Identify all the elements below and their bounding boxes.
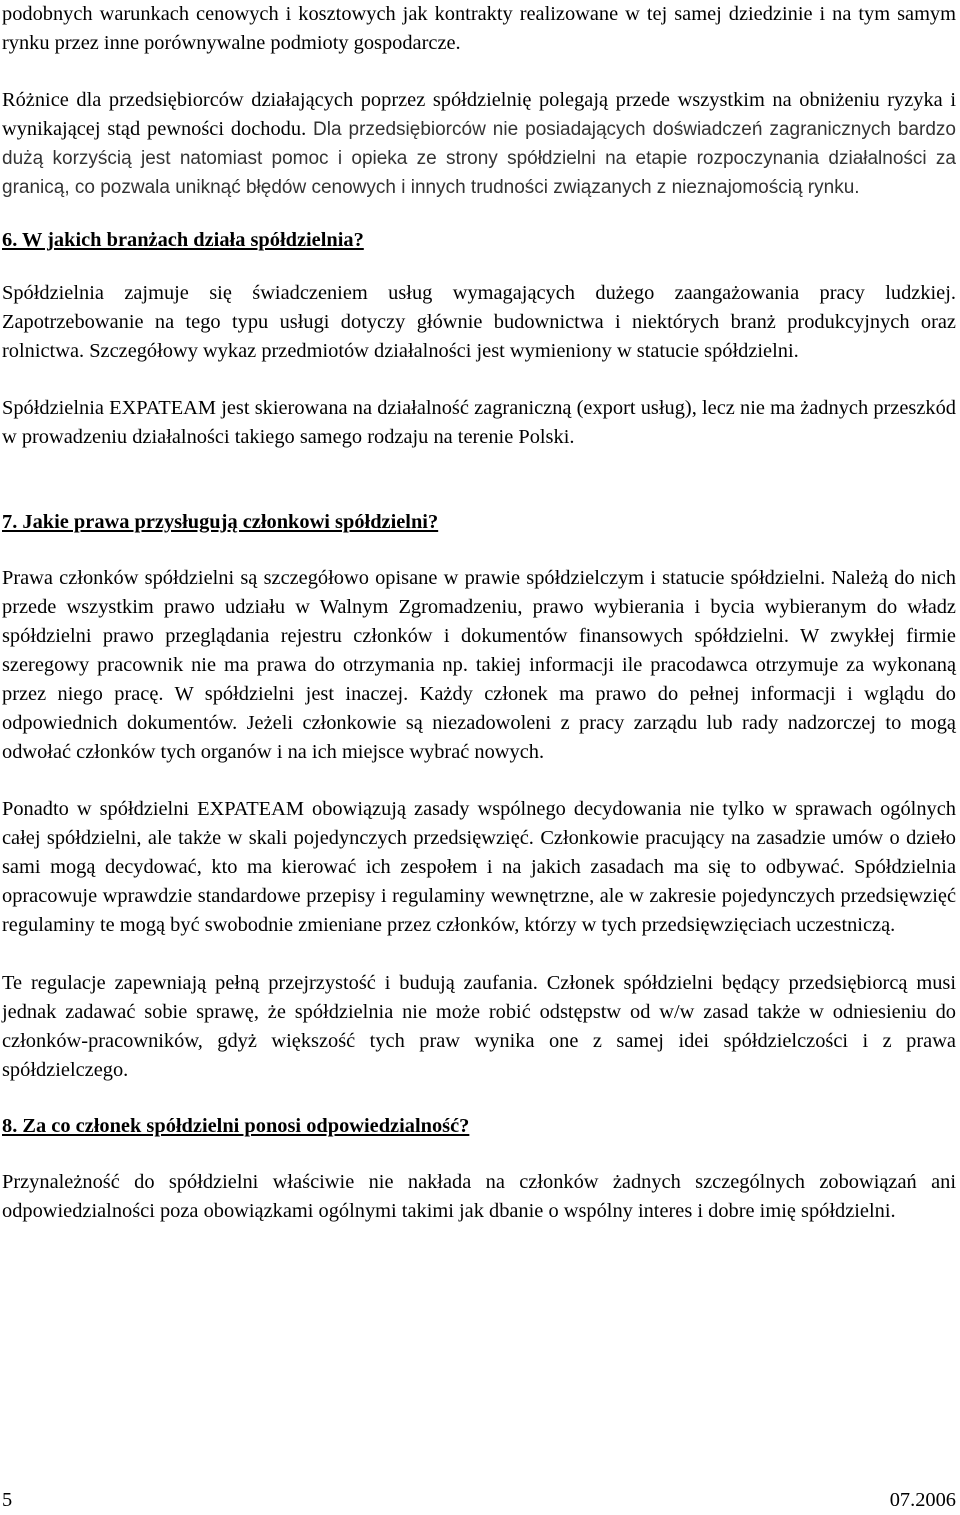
paragraph-7-2: Ponadto w spółdzielni EXPATEAM obowiązują zasady wspólnego decydowania nie tylko w sprawach ogólnych całej spółdzielni, ale także w skali pojedynczych przedsięwzięć. Członkowie pracujący na zasadzie umów o dzieło sami mogą decydować, kto ma kierować ich zespołem i na jakich zasadach ma się to odbywać. Spółdzielnia opracowuje wprawdzie standardowe przepisy i regulaminy wewnętrzne, ale w zakresie pojedynczych przedsięwzięć regulaminy te mogą być swobodnie zmieniane przez członków, którzy w tych przedsięwzięciach uczestniczą.: [2, 798, 956, 936]
heading-section-6: 6. W jakich branżach działa spółdzielnia?: [2, 229, 364, 251]
paragraph-6-1: Spółdzielnia zajmuje się świadczeniem usług wymagających dużego zaangażowania pracy ludzkiej. Zapotrzebowanie na tego typu usługi dotyczy głównie budownictwa i niektórych branż produkcyjnych oraz rolnictwa. Szczegółowy wykaz przedmiotów działalności jest wymieniony w statucie spółdzielni.: [2, 282, 956, 362]
paragraph-7-1: Prawa członków spółdzielni są szczegółowo opisane w prawie spółdzielczym i statucie spółdzielni. Należą do nich przede wszystkim prawo udziału w Walnym Zgromadzeniu, prawo wybierania i bycia wybieranym do władz spółdzielni prawo przeglądania rejestru członków i dokumentów finansowych spółdzielni. W zwykłej firmie szeregowy pracownik nie ma prawa do otrzymania np. takiej informacji ile pracodawca otrzymuje za wykonaną przez niego pracę. W spółdzielni jest inaczej. Każdy członek ma prawo do pełnej informacji i wglądu do odpowiednich dokumentów. Jeżeli członkowie są niezadowoleni z pracy zarządu lub rady nadzorczej to mogą odwołać członków tych organów i na ich miejsce wybrać nowych.: [2, 567, 956, 763]
paragraph-differences: [2, 86, 956, 202]
paragraph-8-1: Przynależność do spółdzielni właściwie nie nakłada na członków żadnych szczególnych zobowiązań ani odpowiedzialności poza obowiązkami ogólnymi takimi jak dbanie o wspólny interes i dobre imię spółdzielni.: [2, 1171, 956, 1222]
paragraph-7-3: Te regulacje zapewniają pełną przejrzystość i budują zaufania. Członek spółdzielni będący przedsiębiorcą musi jednak zadawać sobie sprawę, że spółdzielnia nie może robić odstępstw od w/w zasad także w odniesieniu do członków-pracowników, gdyż większość tych praw wynika one z samej idei spółdzielczości i z prawa spółdzielczego.: [2, 972, 956, 1081]
paragraph-differences-serif: Różnice dla przedsiębiorców działających poprzez spółdzielnię polegają przede wszystkim na obniżeniu ryzyka i wynikającej stąd pewności dochodu.: [2, 89, 956, 140]
paragraph-6-2: Spółdzielnia EXPATEAM jest skierowana na działalność zagraniczną (export usług), lecz nie ma żadnych przeszkód w prowadzeniu działalności takiego samego rodzaju na terenie Polski.: [2, 397, 956, 448]
footer-date: 07.2006: [889, 1489, 956, 1511]
paragraph-intro: podobnych warunkach cenowych i kosztowych jak kontrakty realizowane w tej samej dziedzinie i na tym samym rynku przez inne porównywalne podmioty gospodarcze.: [2, 3, 956, 54]
document-page: [2, 0, 956, 1226]
page-footer: [2, 1488, 956, 1512]
paragraph-differences-sans: Dla przedsiębiorców nie posiadających doświadczeń zagranicznych bardzo dużą korzyścią jest natomiast pomoc i opieka ze strony spółdzielni na etapie rozpoczynania działalności za granicą, co pozwala uniknąć błędów cenowych i innych trudności związanych z nieznajomością rynku.: [2, 119, 956, 198]
heading-section-7: 7. Jakie prawa przysługują członkowi spółdzielni?: [2, 511, 439, 533]
page-number: 5: [2, 1489, 13, 1511]
heading-section-8: 8. Za co członek spółdzielni ponosi odpowiedzialność?: [2, 1115, 470, 1137]
